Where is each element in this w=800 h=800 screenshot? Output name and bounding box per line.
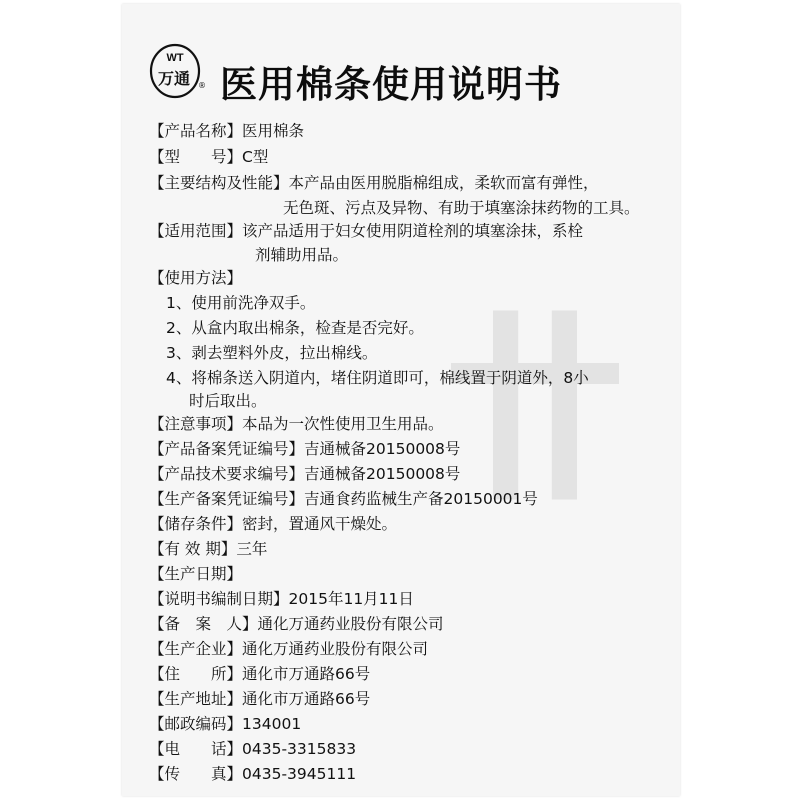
product-name-label: 【产品名称】 [149, 122, 243, 140]
prod-record-row [149, 489, 538, 509]
record-cert-label: 【产品备案凭证编号】 [149, 440, 305, 458]
tech-req-label: 【产品技术要求编号】 [149, 465, 305, 483]
step-text: 使用前洗净双手。 [191, 294, 316, 312]
address-value: 通化市万通路66号 [242, 665, 371, 683]
record-cert-row [149, 439, 460, 459]
structure-line-2: 无色斑、污点及异物、有助于填塞涂抹药物的工具。 [283, 199, 640, 217]
validity-label: 【有 效 期】 [149, 540, 237, 558]
product-name-value: 医用棉条 [242, 122, 305, 140]
filer-label: 【备 案 人】 [149, 615, 258, 633]
storage-value: 密封，置通风干燥处。 [242, 515, 398, 533]
model-label: 【型 号】 [149, 148, 243, 166]
step-text: 从盒内取出棉条，检查是否完好。 [191, 319, 424, 337]
prod-date-label: 【生产日期】 [149, 565, 243, 583]
svg-text:WT: WT [166, 52, 184, 64]
wantong-logo-icon [147, 40, 207, 100]
usage-step [166, 293, 315, 313]
step-number: 4、 [166, 369, 192, 387]
model-row [149, 147, 268, 167]
page-title: 医用棉条使用说明书 [220, 63, 562, 106]
tech-req-row [149, 464, 460, 484]
prod-address-label: 【生产地址】 [149, 690, 243, 708]
phone-value: 0435-3315833 [242, 740, 357, 758]
step-number: 1、 [166, 294, 192, 312]
phone-label: 【电 话】 [149, 740, 243, 758]
step-number: 2、 [166, 319, 192, 337]
prod-record-label: 【生产备案凭证编号】 [149, 490, 305, 508]
usage-step [166, 318, 424, 338]
fax-label: 【传 真】 [149, 765, 243, 783]
notice-value: 本品为一次性使用卫生用品。 [242, 415, 444, 433]
usage-step [166, 343, 377, 363]
prod-address-row [149, 689, 370, 709]
address-label: 【住 所】 [149, 665, 243, 683]
postcode-row [149, 714, 301, 734]
scope-label: 【适用范围】 [149, 222, 243, 240]
compile-date-value: 2015年11月11日 [288, 590, 414, 608]
validity-row [149, 539, 267, 559]
postcode-value: 134001 [242, 715, 302, 733]
scope-row [149, 221, 583, 241]
step-text: 剥去塑料外皮，拉出棉线。 [191, 344, 378, 362]
prod-date-row [149, 564, 242, 584]
record-cert-value: 吉通械备20150008号 [304, 440, 461, 458]
compile-date-label: 【说明书编制日期】 [149, 590, 289, 608]
filer-value: 通化万通药业股份有限公司 [257, 615, 444, 633]
phone-row [149, 739, 356, 759]
svg-text:®: ® [198, 81, 206, 90]
model-value: C型 [242, 148, 269, 166]
fax-row [149, 764, 356, 784]
manufacturer-value: 通化万通药业股份有限公司 [242, 640, 429, 658]
watermark-icon [430, 300, 640, 510]
usage-row [149, 268, 242, 288]
structure-row [149, 173, 599, 193]
svg-text:万通: 万通 [157, 69, 191, 88]
structure-line-1: 本产品由医用脱脂棉组成，柔软而富有弹性， [288, 174, 599, 192]
address-row [149, 664, 370, 684]
structure-label: 【主要结构及性能】 [149, 174, 289, 192]
scope-line-1: 该产品适用于妇女使用阴道栓剂的填塞涂抹，系栓 [242, 222, 584, 240]
compile-date-row [149, 589, 414, 609]
step-text: 将棉条送入阴道内，堵住阴道即可，棉线置于阴道外，8小 [191, 369, 589, 387]
tech-req-value: 吉通械备20150008号 [304, 465, 461, 483]
usage-label: 【使用方法】 [149, 269, 243, 287]
manufacturer-label: 【生产企业】 [149, 640, 243, 658]
notice-label: 【注意事项】 [149, 415, 243, 433]
storage-row [149, 514, 397, 534]
validity-value: 三年 [236, 540, 268, 558]
postcode-label: 【邮政编码】 [149, 715, 243, 733]
prod-address-value: 通化市万通路66号 [242, 690, 371, 708]
filer-row [149, 614, 444, 634]
notice-row [149, 414, 444, 434]
fax-value: 0435-3945111 [242, 765, 357, 783]
usage-step [166, 368, 589, 388]
manufacturer-row [149, 639, 428, 659]
product-name-row [149, 121, 304, 141]
scope-line-2: 剂辅助用品。 [255, 246, 349, 264]
prod-record-value: 吉通食药监械生产备20150001号 [304, 490, 538, 508]
storage-label: 【储存条件】 [149, 515, 243, 533]
step-continuation: 时后取出。 [189, 392, 267, 410]
step-number: 3、 [166, 344, 192, 362]
